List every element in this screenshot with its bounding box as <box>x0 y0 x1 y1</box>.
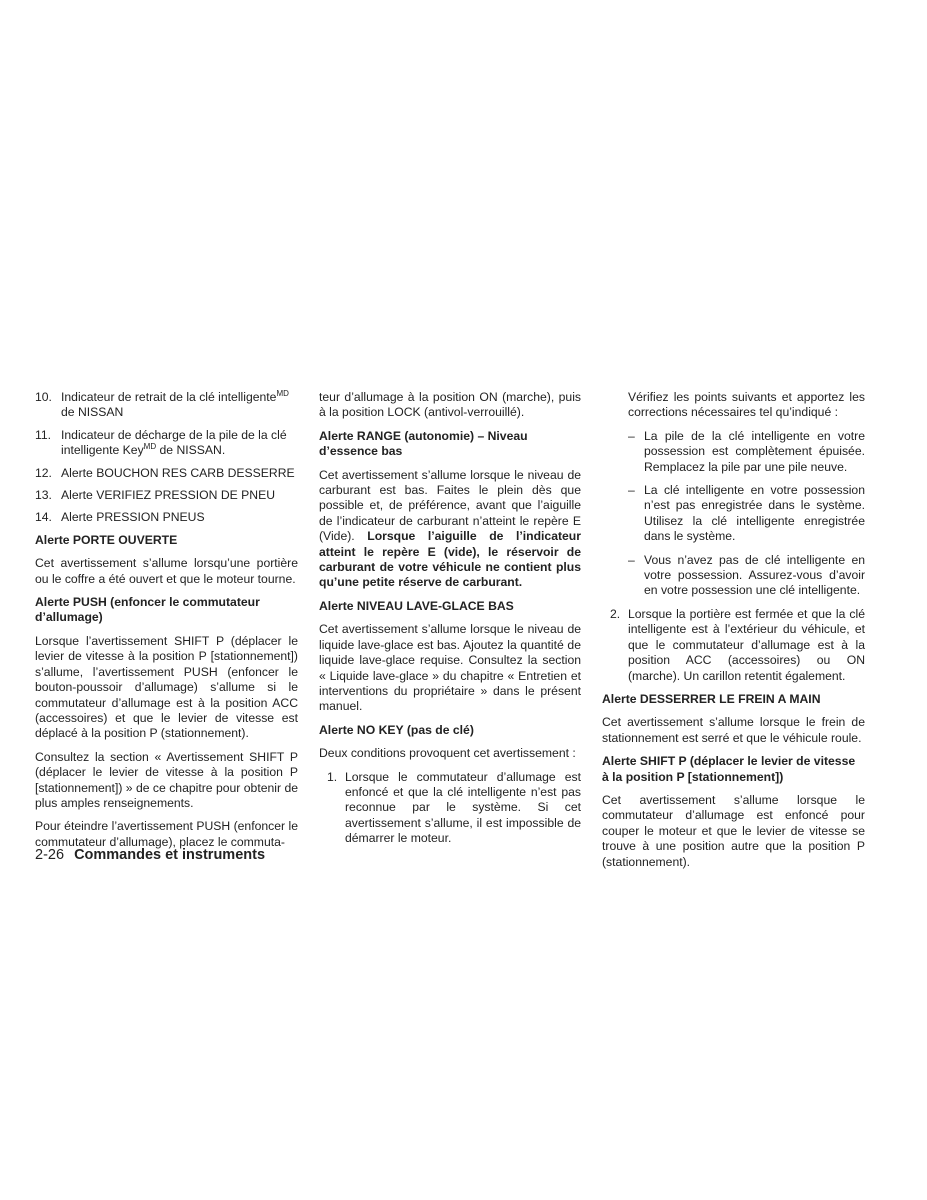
paragraph-shift-p: Cet avertissement s’allume lorsque le commutateur d’allumage est enfoncé pour couper le moteur et que le levier de vitesse se trouve à une position autre que la position P (stationnement). <box>602 792 865 869</box>
list-item-12: 12. Alerte BOUCHON RES CARB DESSERRE <box>35 465 295 480</box>
heading-no-key: Alerte NO KEY (pas de clé) <box>319 722 474 737</box>
paragraph-verifiez: Vérifiez les points suivants et apportez les corrections nécessaires tel qu’indiqué : <box>628 390 865 420</box>
page-number: 2-26 <box>35 847 65 863</box>
page-footer <box>35 846 265 864</box>
heading-push: Alerte PUSH (enfoncer le commutateur d’allumage) <box>35 595 260 625</box>
paragraph-porte: Cet avertissement s’allume lorsqu’une portière ou le coffre a été ouvert et que le moteur tourne. <box>35 556 298 586</box>
paragraph-push-3: Pour éteindre l’avertissement PUSH (enfoncer le commutateur d’allumage), placez le commuta- <box>35 819 298 849</box>
heading-porte-ouverte: Alerte PORTE OUVERTE <box>35 532 178 547</box>
heading-frein: Alerte DESSERRER LE FREIN A MAIN <box>602 691 821 706</box>
dash-item-3: – Vous n’avez pas de clé intelligente en votre possession. Assurez-vous d’avoir en votre possession une clé intelligente. <box>628 552 865 598</box>
paragraph-push-2: Consultez la section « Avertissement SHIFT P (déplacer le levier de vitesse à la position P [stationnement]) » de ce chapitre pour obtenir de plus amples renseignements. <box>35 749 298 810</box>
paragraph-lave-glace: Cet avertissement s’allume lorsque le niveau de liquide lave-glace est bas. Ajoutez la quantité de liquide lave-glace requise. Consultez la section « Liquide lave-glace » du chapitre « Entretien et interventions du propriétaire » dans le présent manuel. <box>319 622 581 714</box>
paragraph-continued: teur d’allumage à la position ON (marche), puis à la position LOCK (antivol-verrouillé). <box>319 390 581 420</box>
paragraph-push-1: Lorsque l’avertissement SHIFT P (déplacer le levier de vitesse à la position P [stationnement]) s’allume, l’avertissement PUSH (enfoncer le bouton-poussoir d’allumage) s’allume si le commutateur d’allumage est à la position ACC (accessoires) et que le levier de vitesse est déplacé à la position P (stationnement). <box>35 633 298 741</box>
dash-item-2: – La clé intelligente en votre possession n’est pas enregistrée dans le système. Utilisez la clé intelligente enregistrée dans le système. <box>628 483 865 544</box>
heading-shift-p: Alerte SHIFT P (déplacer le levier de vitesse à la position P [stationnement]) <box>602 754 856 784</box>
no-key-condition-1: 1. Lorsque le commutateur d’allumage est enfoncé et que la clé intelligente n’est pas reconnue par le système. Si cet avertissement s’allume, il est impossible de démarrer le moteur. <box>327 769 581 846</box>
column-1 <box>35 390 298 858</box>
column-2 <box>319 390 581 855</box>
heading-range: Alerte RANGE (autonomie) – Niveau d’essence bas <box>319 428 528 459</box>
column-3 <box>602 390 865 878</box>
section-title: Commandes et instruments <box>74 847 266 863</box>
dash-item-1: – La pile de la clé intelligente en votre possession est complètement épuisée. Remplacez la pile par une pile neuve. <box>628 428 865 474</box>
paragraph-range: Cet avertissement s’allume lorsque le niveau de carburant est bas. Faites le plein dès que possible et, de préférence, avant que l’aiguille de l’indicateur de carburant n’atteint le repère E (Vide). Lorsque l’aiguille de l’indicateur atteint le repère E (vide), le réservoir de carburant de votre véhicule ne contient plus qu’une petite réserve de carburant. <box>319 467 581 590</box>
list-item-11: 11. Indicateur de décharge de la pile de la clé intelligente Key$^{MD}$ de NISSAN. <box>35 427 287 458</box>
list-item-13: 13. Alerte VERIFIEZ PRESSION DE PNEU <box>35 488 276 503</box>
dash-list <box>628 429 865 599</box>
paragraph-frein: Cet avertissement s’allume lorsque le frein de stationnement est serré et que le véhicule roule. <box>602 715 865 745</box>
list-item-10: 10. Indicateur de retrait de la clé intelligente$^{MD}$ de NISSAN <box>35 389 289 420</box>
no-key-condition-2: 2. Lorsque la portière est fermée et que la clé intelligente est à l’extérieur du véhicule, et que le commutateur d’allumage est à la position ACC (accessoires) ou ON (marche). Un carillon retentit également. <box>610 606 865 683</box>
heading-lave-glace: Alerte NIVEAU LAVE-GLACE BAS <box>319 598 514 613</box>
paragraph-no-key: Deux conditions provoquent cet avertissement : <box>319 746 576 761</box>
paragraph-range-bold: Lorsque l’aiguille de l’indicateur atteint le repère E (vide), le réservoir de carburant de votre véhicule ne contient plus qu’une petite réserve de carburant. <box>319 529 581 590</box>
list-item-14: 14. Alerte PRESSION PNEUS <box>35 510 205 525</box>
